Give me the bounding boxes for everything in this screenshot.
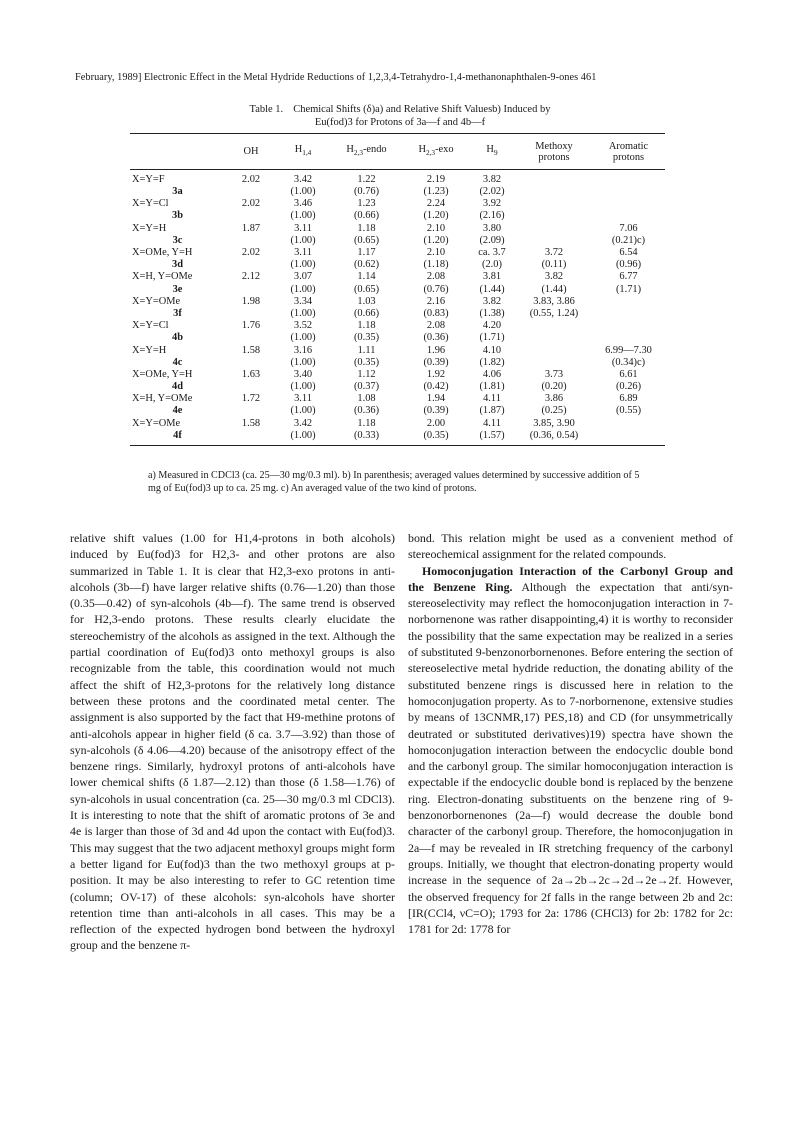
table-cell: (1.44) — [479, 283, 505, 295]
table-cell: 1.58 — [241, 417, 261, 429]
table-cell — [516, 210, 592, 222]
table-cell: 3.72 — [544, 247, 564, 259]
table-cell: 3.80 — [482, 222, 502, 234]
table-cell: X=Y=Cl — [132, 320, 169, 332]
table-cell: 1.94 — [426, 393, 446, 405]
table-cell: 6.54 — [619, 247, 638, 259]
table-cell: 3.46 — [293, 198, 313, 210]
table-row — [130, 369, 665, 381]
table-cell: (2.0) — [482, 259, 502, 271]
table-cell: 3.82 — [482, 174, 502, 185]
table-cell: 4.06 — [482, 368, 502, 380]
table-cell — [592, 320, 665, 332]
table-row — [130, 284, 665, 296]
table-cell: (2.16) — [479, 210, 505, 222]
table-cell: 3f — [173, 307, 182, 319]
chemical-shift-table — [130, 133, 665, 446]
header-cell-oh: OH — [243, 146, 259, 157]
table-cell: 3.40 — [293, 368, 313, 380]
table-cell — [592, 198, 665, 210]
table-cell — [516, 223, 592, 235]
table-cell — [592, 430, 665, 446]
table-cell: 2.08 — [426, 320, 446, 332]
header-cell-h23-endo: $H_{2,3}$-endo — [346, 143, 387, 158]
table-cell: (1.00) — [290, 259, 316, 271]
table-cell: 1.18 — [357, 417, 376, 429]
table-cell: 4.11 — [483, 393, 501, 405]
table-cell — [225, 308, 277, 320]
table-cell: 3b — [172, 210, 183, 222]
table-cell: 3.73 — [544, 368, 564, 380]
section-heading: Homoconjugation Interaction of the Carbonyl Group and the Benzene Ring. — [408, 563, 733, 594]
running-head: February, 1989] Electronic Effect in the Metal Hydride Reductions of 1,2,3,4-Tetrahydro-1,4-methanonaphthalen-9-ones 461 — [75, 72, 597, 83]
table-cell — [225, 259, 277, 271]
table-cell: (0.33) — [353, 429, 380, 441]
table-caption — [120, 103, 680, 129]
table-cell — [592, 418, 665, 430]
table-cell: (0.76) — [353, 186, 380, 198]
table-cell: 3.07 — [293, 271, 313, 283]
table-cell — [592, 332, 665, 344]
table-cell: 1.14 — [357, 271, 376, 283]
table-cell: 2.02 — [241, 247, 261, 259]
table-row — [130, 332, 665, 344]
table-cell: (1.18) — [423, 259, 449, 271]
table-cell: 1.58 — [241, 344, 261, 356]
table-cell: 2.19 — [426, 174, 446, 185]
table-cell — [516, 235, 592, 247]
table-cell: 3.42 — [293, 174, 313, 185]
table-cell: X=Y=OMe — [132, 417, 181, 429]
table-cell: (1.00) — [290, 234, 316, 246]
table-cell — [516, 320, 592, 332]
table-cell: (1.71) — [615, 283, 642, 295]
table-row — [130, 170, 665, 187]
table-cell: 6.99—7.30 — [605, 344, 652, 356]
table-caption-line1: Chemical Shifts (δ)a) and Relative Shift Valuesb) Induced by — [293, 104, 551, 115]
table-cell: 4.10 — [482, 344, 502, 356]
table-cell: 2.02 — [241, 174, 261, 185]
table-cell: (0.39) — [423, 405, 449, 417]
table-cell — [516, 357, 592, 369]
table-cell: (1.00) — [290, 186, 316, 198]
table-cell: (1.00) — [290, 307, 316, 319]
table-cell — [225, 332, 277, 344]
table-cell: 2.10 — [426, 222, 446, 234]
table-cell: (0.36) — [353, 405, 380, 417]
table-cell: X=OMe, Y=H — [132, 247, 193, 259]
table-row — [130, 223, 665, 235]
table-cell: 3d — [172, 259, 183, 271]
table-cell: 1.22 — [357, 174, 376, 185]
table-footnote: a) Measured in CDCl3 (ca. 25—30 mg/0.3 ml). b) In parenthesis; averaged values determined by successive addition of 5 mg of Eu(fod)3 up to ca. 25 mg. c) An averaged value of the two kind of protons. — [148, 470, 640, 494]
table-cell: 2.24 — [426, 198, 446, 210]
table-cell: 6.61 — [619, 368, 638, 380]
table-cell: 2.00 — [426, 417, 446, 429]
table-cell: (0.62) — [353, 259, 380, 271]
table-row — [130, 405, 665, 417]
table-row — [130, 381, 665, 393]
table-cell: 3.11 — [294, 222, 312, 234]
table-row — [130, 393, 665, 405]
table-cell: (0.66) — [353, 307, 380, 319]
table-cell: 1.87 — [241, 222, 261, 234]
table-cell: 1.92 — [426, 368, 446, 380]
table-cell: (1.23) — [423, 186, 449, 198]
table-cell: (0.83) — [423, 307, 449, 319]
table-cell: 3c — [172, 234, 183, 246]
table-cell: 1.03 — [357, 295, 376, 307]
table-cell: (1.71) — [479, 332, 505, 344]
table-cell: 4e — [172, 405, 183, 417]
table-cell: (1.38) — [479, 307, 505, 319]
table-cell: 4.20 — [482, 320, 502, 332]
body-left-column — [70, 530, 395, 954]
table-cell: 3.34 — [293, 295, 313, 307]
body-right-column — [408, 530, 733, 937]
table-cell: 4b — [172, 332, 183, 344]
table-cell: (0.26) — [615, 381, 642, 393]
table-cell: (1.57) — [479, 429, 505, 441]
table-cell: (0.66) — [353, 210, 380, 222]
table-cell: X=Y=Cl — [132, 198, 169, 210]
table-caption-line2: Eu(fod)3 for Protons of 3a—f and 4b—f — [314, 117, 486, 128]
table-cell: (0.42) — [423, 381, 449, 393]
table-row — [130, 210, 665, 222]
table-cell: 4.11 — [483, 417, 501, 429]
table-cell: 1.18 — [357, 222, 376, 234]
table-cell: (0.35) — [353, 356, 380, 368]
table-cell: 1.17 — [357, 247, 376, 259]
table-cell — [516, 186, 592, 198]
table-cell: (0.36, 0.54) — [529, 429, 579, 441]
table-cell: X=Y=H — [132, 222, 167, 234]
table-cell: 3.85, 3.90 — [533, 417, 575, 429]
table-cell: (0.55) — [615, 405, 642, 417]
table-cell: 3.86 — [544, 393, 564, 405]
table-cell: 2.08 — [426, 271, 446, 283]
table-cell: X=OMe, Y=H — [132, 368, 193, 380]
table-cell: 1.23 — [357, 198, 376, 210]
table-cell — [225, 381, 277, 393]
table-cell: 2.16 — [426, 295, 446, 307]
table-cell — [516, 344, 592, 356]
table-cell: (0.11) — [541, 259, 567, 271]
table-cell: X=H, Y=OMe — [132, 393, 193, 405]
table-row — [130, 198, 665, 210]
table-cell: 3e — [172, 283, 183, 295]
table-cell: 4d — [172, 381, 183, 393]
table-cell — [592, 308, 665, 320]
table-cell — [516, 198, 592, 210]
table-label: Table 1. — [249, 104, 284, 115]
table-cell: (0.96) — [615, 259, 642, 271]
table-cell: 3.82 — [482, 295, 502, 307]
table-cell — [225, 430, 277, 446]
table-cell: 3.92 — [482, 198, 502, 210]
table-cell: (1.00) — [290, 332, 316, 344]
table-row — [130, 357, 665, 369]
table-cell: 4f — [173, 429, 182, 441]
table-cell: X=Y=H — [132, 344, 167, 356]
table-cell: (0.55, 1.24) — [529, 307, 579, 319]
table-cell: 6.89 — [619, 393, 638, 405]
table-cell: (1.00) — [290, 356, 316, 368]
table-cell: 2.10 — [426, 247, 446, 259]
table-cell — [225, 284, 277, 296]
table-cell: 3.42 — [293, 417, 313, 429]
table-header-row — [130, 134, 665, 170]
table-cell: 3.83, 3.86 — [533, 295, 575, 307]
table-cell — [225, 235, 277, 247]
table-cell: 3.81 — [482, 271, 502, 283]
header-cell-h9: $H_9$ — [486, 143, 498, 158]
table-cell: (1.00) — [290, 405, 316, 417]
table-cell: (0.39) — [423, 356, 449, 368]
table-cell: (0.65) — [353, 283, 380, 295]
table-cell: 1.11 — [357, 344, 376, 356]
table-cell: 3.16 — [293, 344, 313, 356]
table-row — [130, 418, 665, 430]
table-cell — [592, 210, 665, 222]
table-cell: 1.76 — [241, 320, 261, 332]
table-cell: (1.20) — [423, 210, 449, 222]
header-cell-h23-exo: $H_{2,3}$-exo — [418, 143, 454, 158]
table-cell: (0.36) — [423, 332, 449, 344]
paragraph-with-heading — [408, 563, 733, 938]
table-cell — [225, 357, 277, 369]
table-cell: 1.98 — [241, 295, 261, 307]
table-cell: (2.09) — [479, 234, 505, 246]
table-cell: (0.65) — [353, 234, 380, 246]
table-cell: 1.63 — [241, 368, 261, 380]
table-row — [130, 320, 665, 332]
paragraph: relative shift values (1.00 for H1,4-protons in both alcohols) induced by Eu(fod)3 for H2,3- and other protons are also summarized in Table 1. It is clear that H2,3-exo protons in anti-alcohols (3b—f) have larger relative shifts (0.76—1.20) than those (0.35—0.42) of syn-alcohols (4b—f). The same trend is observed for H2,3-endo protons. These results clearly elucidate the stereochemistry of the alcohols as assigned in the text. Although the partial coordination of Eu(fod)3 onto methoxyl groups is also recognizable from the table, this coordination would not much affect the shift of H2,3-protons for the relatively long distance between these protons and the coordinated metal center. The assignment is also supported by the fact that H9-methine protons of anti-alcohols appear in higher field (δ ca. 3.7—3.92) than those of syn-alcohols (δ 4.06—4.20) because of the anisotropy effect of the benzene rings. Similarly, hydroxyl protons of anti-alcohols have lower chemical shifts (δ 1.87—2.12) than those (δ 1.58—1.76) of syn-alcohols in usual concentration (ca. 25—30 mg/0.3 ml CDCl3). It is interesting to note that the shift of aromatic protons of 3e and 4e is larger than those of 3d and 4d upon the contact with Eu(fod)3. This may suggest that the two adjacent methoxyl groups might form a better ligand for Eu(fod)3 than the two methoxyl groups at p-position. It may be also interesting to refer to GC retention time (column; OV-17) of these alcohols: syn-alcohols have shorter retention time than anti-alcohols in all cases. This may be a reflection of the expected hydrogen bond between the hydroxyl group and the benzene π- — [70, 531, 395, 953]
table-cell: (1.20) — [423, 234, 449, 246]
table-cell: 2.02 — [241, 198, 261, 210]
table-cell: 3.11 — [294, 393, 312, 405]
table-cell: X=Y=OMe — [132, 295, 181, 307]
table-row — [130, 235, 665, 247]
table-row — [130, 296, 665, 308]
header-cell-aromatic: Aromatic protons — [608, 140, 649, 163]
table-cell: (0.35) — [353, 332, 380, 344]
table-row — [130, 259, 665, 271]
table-cell: X=Y=F — [132, 174, 165, 185]
table-cell: (1.00) — [290, 210, 316, 222]
table-cell — [592, 296, 665, 308]
table-cell: (1.44) — [541, 283, 567, 295]
table-cell: (0.34)c) — [611, 356, 646, 368]
header-cell — [130, 134, 225, 170]
header-cell-methoxy: Methoxy protons — [535, 140, 573, 163]
table-cell: 3.52 — [293, 320, 313, 332]
table-cell — [516, 170, 592, 187]
table-cell — [592, 186, 665, 198]
table-cell: (0.35) — [423, 429, 449, 441]
table-cell: (1.87) — [479, 405, 505, 417]
table-cell: 1.12 — [357, 368, 376, 380]
table-cell — [225, 405, 277, 417]
header-cell-h14: $H_{1,4}$ — [294, 143, 312, 158]
table-cell: 4c — [172, 356, 183, 368]
table-cell: (1.00) — [290, 381, 316, 393]
table-cell: (0.25) — [541, 405, 567, 417]
table-row — [130, 430, 665, 446]
table-cell: (0.20) — [541, 381, 567, 393]
table-cell: (0.21)c) — [611, 234, 646, 246]
table-cell: ca. 3.7 — [478, 247, 506, 259]
table-cell: (0.76) — [423, 283, 449, 295]
table-cell: 3a — [172, 186, 183, 198]
paragraph-text: Although the expectation that anti/syn-stereoselectivity may reflect the homoconjugation interaction in 7-norbornenone was rather disappointing,4) it is worthy to reconsider the possibility that the same expectation may be realized in a series of substituted 9-benzonorbornenones. Before entering the section of stereoselective metal hydride reduction, the donating ability of the substituted benzene rings is discussed here in relation to the homoconjugation property. As to 7-norbornenone, extensive studies by means of 13CNMR,17) PES,18) and CD (for unsymmetrically deutrated or substituted derivatives)19) spectra have shown the homoconjugation interaction between the endocyclic double bond and the carbonyl group. The similar homoconjugation interaction is expectable if the endocyclic double bond is replaced by the benzene ring. Electron-donating substituents on the benzene ring of 9-benzonorbornenones (2a—f) would decrease the double bond character of the carbonyl group. Therefore, the homoconjugation in 2a—f may be revealed in IR stretching frequency of the carbonyl groups. Initially, we thought that electron-donating property would increase in the sequence of 2a→2b→2c→2d→2e→2f. However, the observed frequency for 2f falls in the range between 2b and 2c: [IR(CCl4, νC=O); 1793 for 2a: 1786 (CHCl3) for 2b: 1782 for 2c: 1781 for 2d: 1778 for — [408, 579, 733, 937]
paragraph: bond. This relation might be used as a convenient method of stereochemical assignment for the related compounds. — [408, 531, 733, 562]
table-cell: 6.77 — [619, 271, 638, 283]
table-cell: 1.96 — [426, 344, 446, 356]
table-row — [130, 247, 665, 259]
table-cell: (1.82) — [479, 356, 505, 368]
table-cell: (1.00) — [290, 429, 316, 441]
table-cell — [516, 332, 592, 344]
table-cell: 1.72 — [241, 393, 261, 405]
table-cell: 2.12 — [241, 271, 261, 283]
table-row — [130, 344, 665, 356]
table-cell: 1.08 — [357, 393, 376, 405]
table-row — [130, 186, 665, 198]
table-cell: (0.37) — [353, 381, 380, 393]
table-cell: (2.02) — [479, 186, 505, 198]
table-cell: (1.00) — [290, 283, 316, 295]
table-cell: 7.06 — [619, 222, 638, 234]
table-cell: 3.11 — [294, 247, 312, 259]
table-row — [130, 308, 665, 320]
table-cell — [225, 210, 277, 222]
table-cell: 1.18 — [357, 320, 376, 332]
table-cell: (1.81) — [479, 381, 505, 393]
table-cell — [592, 170, 665, 187]
table-cell — [225, 186, 277, 198]
table-row — [130, 271, 665, 283]
table-cell: 3.82 — [544, 271, 564, 283]
table-cell: X=H, Y=OMe — [132, 271, 193, 283]
